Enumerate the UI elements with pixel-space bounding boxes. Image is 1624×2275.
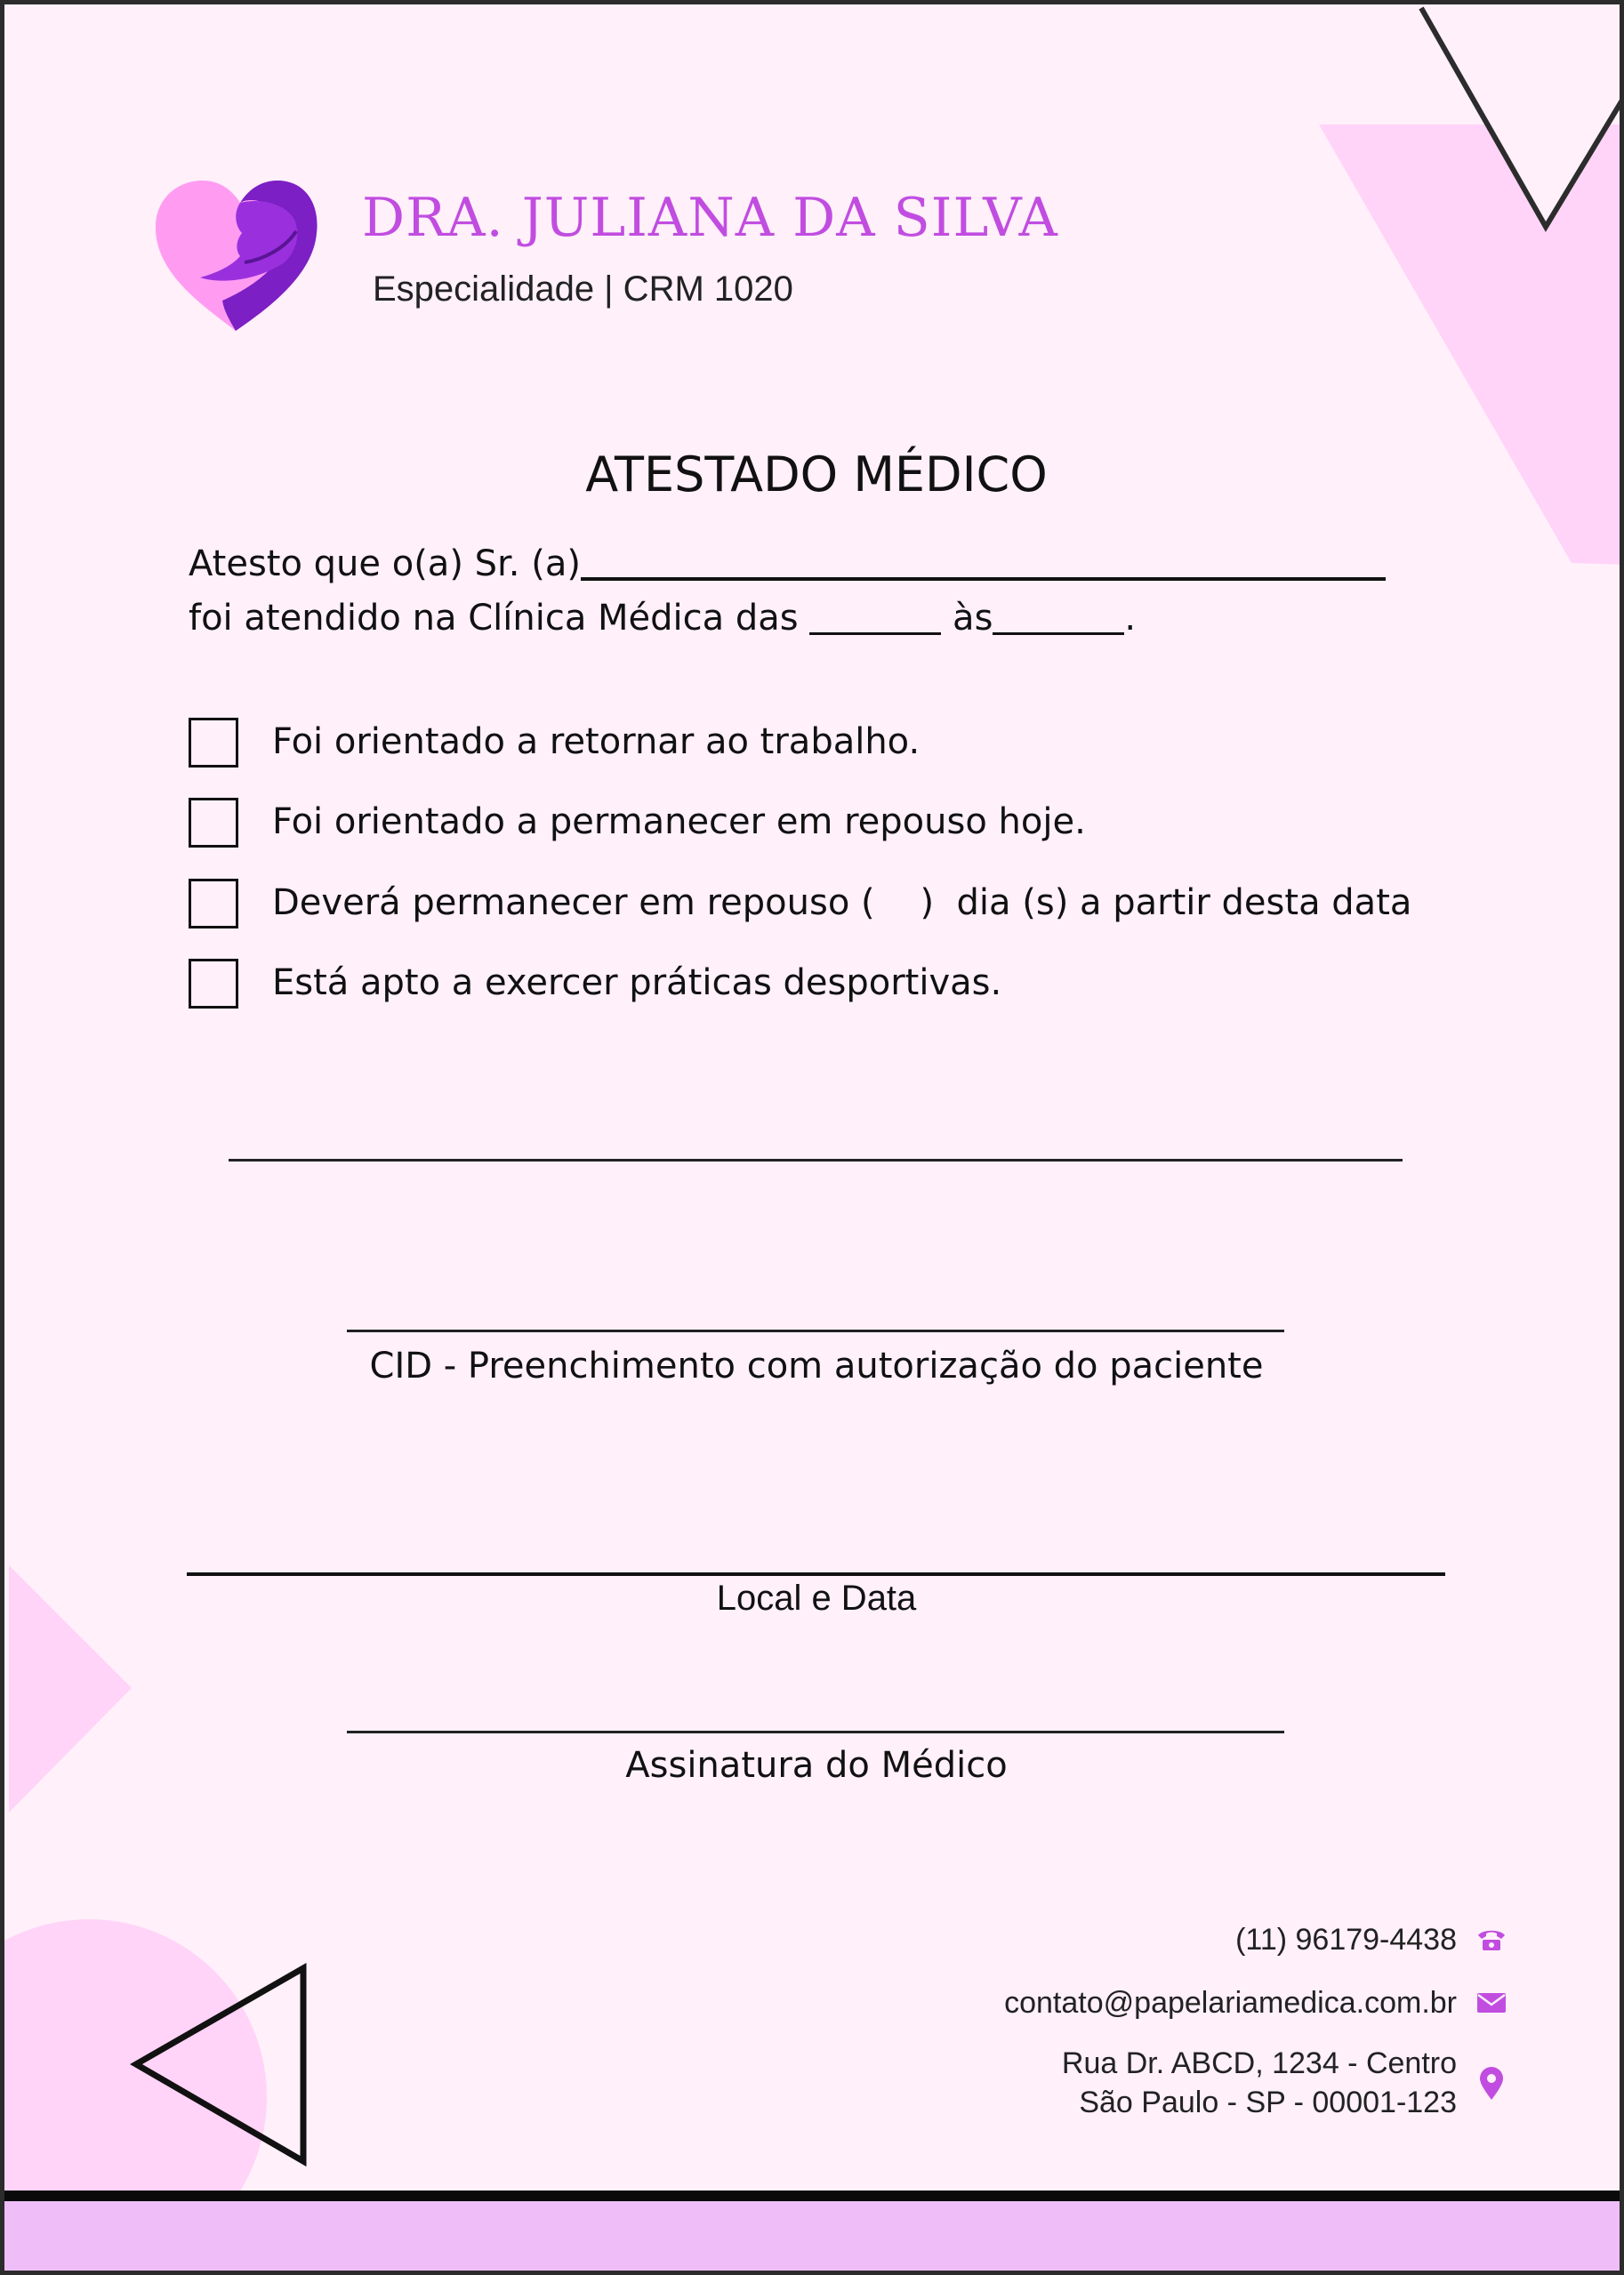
attend-suffix: . [1124,598,1137,639]
attest-prefix: Atesto que o(a) Sr. (a) [189,543,581,584]
cid-caption: CID - Preenchimento com autorização do paciente [369,1346,1264,1387]
checkbox-sports-fit[interactable] [189,959,238,1009]
option-label: Deverá permanecer em repouso ( ) dia (s) a partir desta data [272,882,1412,923]
signature-caption: Assinatura do Médico [625,1745,1008,1786]
specialty-crm: Especialidade | CRM 1020 [373,269,793,309]
attend-line [189,593,1136,639]
contact-address [1062,2044,1457,2122]
document-title: ATESTADO MÉDICO [585,446,1048,502]
checkbox-rest-days[interactable] [189,879,238,928]
option-label: Foi orientado a retornar ao trabalho. [272,721,921,762]
patient-name-blank[interactable] [581,538,1386,581]
doctor-name: DRA. JULIANA DA SILVA [362,187,1058,249]
footer-black-band [4,2191,1620,2201]
checkbox-rest-today[interactable] [189,798,238,848]
contact-phone: (11) 96179-4438 [1235,1923,1457,1957]
phone-icon [1474,1922,1509,1957]
place-date-caption: Local e Data [716,1579,917,1618]
envelope-icon [1474,1985,1509,2021]
checkbox-return-to-work[interactable] [189,718,238,768]
signature-line[interactable] [347,1731,1284,1733]
footer-purple-bar [4,2201,1620,2275]
location-pin-icon [1474,2066,1509,2102]
place-date-line[interactable] [187,1572,1445,1576]
observations-line[interactable] [229,1159,1403,1162]
option-label: Foi orientado a permanecer em repouso hoje. [272,801,1086,842]
cid-line[interactable] [347,1330,1284,1332]
address-line-1: Rua Dr. ABCD, 1234 - Centro [1061,2046,1457,2080]
address-line-2: São Paulo - SP - 00001-123 [1079,2086,1457,2119]
contact-email: contato@papelariamedica.com.br [1004,1986,1457,2020]
heart-face-logo [151,178,320,334]
option-label: Está apto a exercer práticas desportivas. [272,962,1002,1003]
end-time-blank[interactable] [993,593,1124,635]
attest-line [189,538,1386,584]
attend-middle: às [941,598,993,639]
attend-prefix: foi atendido na Clínica Médica das [189,598,810,639]
start-time-blank[interactable] [809,593,941,635]
